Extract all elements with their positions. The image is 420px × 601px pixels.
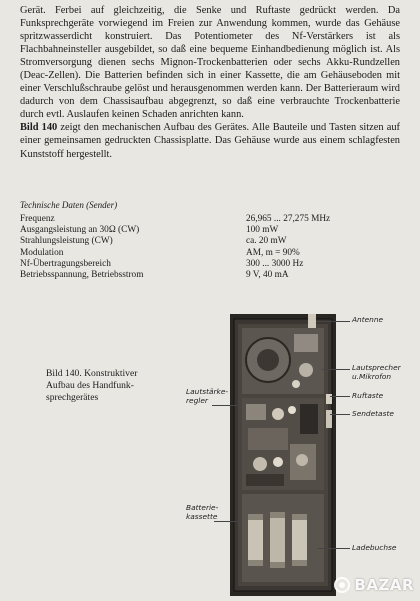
tech-data-row	[20, 270, 400, 281]
tech-data-row	[20, 236, 400, 247]
leader-line-ladebuchse	[318, 548, 350, 549]
device-photo	[230, 314, 336, 596]
leader-line-batterie	[214, 521, 242, 522]
tech-data-row	[20, 214, 400, 225]
bazar-logo-icon	[334, 577, 350, 593]
leader-line-sendetaste	[330, 414, 350, 415]
tech-data-value: 300 ... 3000 Hz	[246, 258, 304, 269]
tech-data-label: Frequenz	[20, 214, 55, 224]
figure-reference: Bild 140	[20, 122, 58, 134]
tech-data-label: Betriebsspannung, Betriebsstrom	[20, 270, 144, 281]
tech-data-value: ca. 20 mW	[246, 236, 287, 247]
watermark-text: BAZAR	[354, 576, 414, 594]
tech-data-value: 9 V, 40 mA	[246, 270, 289, 281]
leader-line-ruftaste	[330, 396, 350, 397]
label-lautstaerke: Lautstärke-regler	[186, 387, 229, 405]
paragraph-1: Gerät. Ferbei auf gleichzeitig, die Senke und Ruftaste gedrückt werden. Da Funksprechgeräte vorwiegend im Freien zur Anwendung kommen, wurde das Gehäuse spritzwasserdicht konstruiert. Das Potentiometer des Nf-Verstärkers ist als Flachbahneinsteller ausgebildet, so daß eine bequeme Einhandbedienung möglich ist. Als Stromversorgung dienen sechs Mignon-Trockenbatterien oder sechs Akku-Rundzellen (Deac-Zellen). Die Batterien befinden sich in einer Kassette, die am Gehäuseboden mit einer Verschlußschraube gelöst und herausgenommen werden kann. Der Batterieraum wird dadurch von dem Chassisaufbau abgegrenzt, so daß eine verbrauchte Trockenbatterie durch evtl. Auslaufen keinen Schaden anrichten kann.	[20, 5, 400, 121]
label-lautsprecher: Lautsprecher u.Mikrofon	[352, 363, 401, 381]
tech-data-table	[20, 214, 400, 281]
tech-data-value: 100 mW	[246, 225, 279, 236]
watermark	[334, 576, 414, 594]
tech-data-label: Nf-Übertragungsbereich	[20, 258, 111, 269]
device-photo-graphic	[230, 314, 336, 596]
tech-data-value: AM, m = 90%	[246, 247, 300, 258]
tech-data-row	[20, 225, 400, 236]
figure-caption: Bild 140. Konstruktiver Aufbau des Handfunk-sprechgerätes	[46, 368, 138, 403]
tech-data-heading: Technische Daten (Sender)	[20, 200, 118, 210]
tech-data-label: Ausgangsleistung an 30Ω (CW)	[20, 225, 140, 236]
tech-data-row	[20, 248, 400, 259]
body-text	[20, 4, 400, 161]
label-batterie: Batterie-kassette	[186, 503, 219, 521]
label-antenne: Antenne	[352, 315, 384, 324]
tech-data-label: Strahlungsleistung (CW)	[20, 236, 113, 247]
label-sendetaste: Sendetaste	[352, 409, 394, 418]
paragraph-2-text: zeigt den mechanischen Aufbau des Gerätes. Alle Bauteile und Tasten sitzen auf einer gemeinsamen gedruckten Chassisplatte. Das Gehäuse wurde aus einem schlagfesten Kunststoff hergestellt.	[20, 122, 400, 160]
leader-line-lautstaerke	[212, 405, 242, 406]
leader-line-antenne	[316, 321, 350, 322]
label-ladebuchse: Ladebuchse	[352, 543, 397, 552]
label-ruftaste: Ruftaste	[352, 391, 384, 400]
leader-line-lautsprecher	[322, 369, 350, 370]
tech-data-value: 26,965 ... 27,275 MHz	[246, 214, 331, 224]
paragraph-2	[20, 121, 400, 160]
tech-data-label: Modulation	[20, 247, 64, 258]
tech-data-row	[20, 259, 400, 270]
